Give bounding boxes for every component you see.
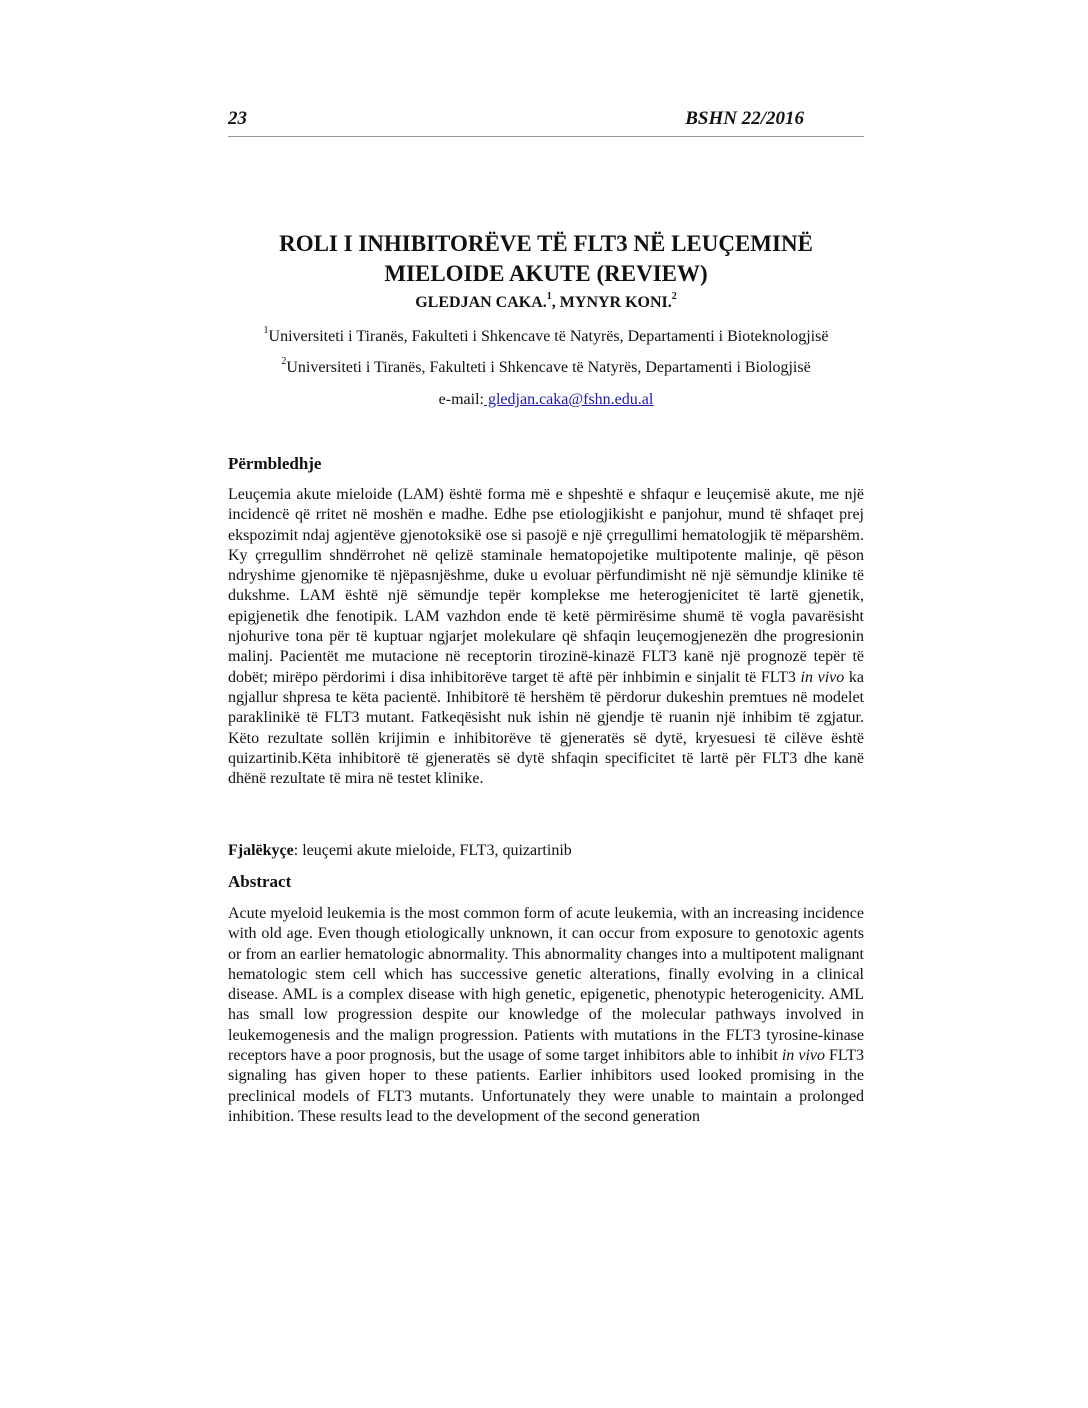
page-number: 23 [228,108,247,129]
page-header [228,104,864,137]
affiliation-2 [228,356,864,377]
title-line-1: ROLI I INHIBITORËVE TË FLT3 NË LEUÇEMINË [279,231,813,256]
authors [228,291,864,312]
abstract-heading: Abstract [228,872,292,891]
summary-italic-term: in vivo [800,668,845,686]
affiliation-2-text: Universiteti i Tiranës, Fakulteti i Shkencave të Natyrës, Departamenti i Biologjisë [286,359,811,376]
author-1-affiliation-mark: 1 [546,291,552,302]
summary-heading: Përmbledhje [228,454,322,473]
keywords-text: : leuçemi akute mieloide, FLT3, quizartinib [293,842,572,859]
journal-issue: BSHN 22/2016 [685,108,804,129]
paper-title [228,229,864,289]
author-2: MYNYR KONI. [559,294,672,311]
affiliation-1 [228,325,864,346]
abstract-text-part-1: Acute myeloid leukemia is the most common form of acute leukemia, with an increasing incidence with old age. Even though etiologically unknown, it can occur from exposure to genotoxic agents or from an earlier hematologic abnormality. This abnormality changes into a multipotent malignant hematologic stem cell which has successive genetic alterations, finally evolving in a clinical disease. AML is a complex disease with high genetic, epigenetic, phenotypic heterogenicity. AML has small low progression despite our knowledge of the molecular pathways involved in leukemogenesis and the malign progression. Patients with mutations in the FLT3 tyrosine-kinase receptors have a poor prognosis, but the usage of some target inhibitors able to inhibit [228,905,864,1065]
email-label: e-mail: [438,391,484,408]
affiliation-2-mark: 2 [281,356,287,367]
title-line-2: MIELOIDE AKUTE (REVIEW) [384,261,708,286]
abstract-italic-term: in vivo [781,1047,825,1065]
summary-paragraph [228,485,864,789]
summary-text-part-2: ka ngjallur shpresa te këta pacientë. Inhibitorë të hershëm të përdorur dukeshin premtues në modelet paraklinikë të FLT3 mutant. Fatkeqësisht nuk ishin në gjendje të ruanin një inhibim të zgjatur. Këto rezultate sollën krijimin e inhibitorëve të gjeneratës së dytë, kryesuesi të cilëve është quizartinib.Këta inhibitorë të gjeneratës së dytë shfaqin specificitet të lartë për FLT3 dhe kanë dhënë rezultate të mira në testet klinike. [228,668,865,788]
author-1: GLEDJAN CAKA. [415,294,547,311]
affiliation-1-text: Universiteti i Tiranës, Fakulteti i Shkencave të Natyrës, Departamenti i Bioteknologjisë [268,328,829,345]
contact-email [228,391,864,409]
affiliation-1-mark: 1 [263,325,269,336]
author-separator: , [551,294,560,311]
keywords-label: Fjalëkyçe [228,842,294,859]
keywords [228,842,572,860]
email-link[interactable]: gledjan.caka@fshn.edu.al [483,391,654,408]
author-2-affiliation-mark: 2 [671,291,677,302]
abstract-text-part-2: FLT3 signaling has given hoper to these patients. Earlier inhibitors used looked promising in the preclinical models of FLT3 mutants. Unfortunately they were unable to maintain a prolonged inhibition. These results lead to the development of the second generation [228,1047,865,1125]
summary-text-part-1: Leuçemia akute mieloide (LAM) është forma më e shpeshtë e shfaqur e leuçemisë akute, me një incidencë që rritet në moshën e madhe. Edhe pse etiologjikisht e panjohur, mund të shfaqet prej ekspozimit ndaj agjentëve gjenotoksikë ose si pasojë e një çrregullimi hematologjik të mëparshëm. Ky çrregullim shndërrohet në qelizë staminale hematopojetike multipotente malinje, që pëson ndryshime gjenomike të njëpasnjëshme, duke u evoluar përfundimisht në një sëmundje klinike të dukshme. LAM është një sëmundje tepër komplekse me heterogjenicitet të lartë gjenetik, epigjenetik dhe fenotipik. LAM vazhdon ende të ketë përmirësime shumë të vogla pavarësisht njohurive tona për të kuptuar ngjarjet molekulare që shfaqin leuçemogjenezën dhe progresionin malinj. Pacientët me mutacione në receptorin tirozinë-kinazë FLT3 kanë një prognozë tepër të dobët; mirëpo përdorimi i disa inhibitorëve target të aftë për inhbimin e sinjalit të FLT3 [228,486,864,686]
abstract-paragraph [228,904,864,1127]
